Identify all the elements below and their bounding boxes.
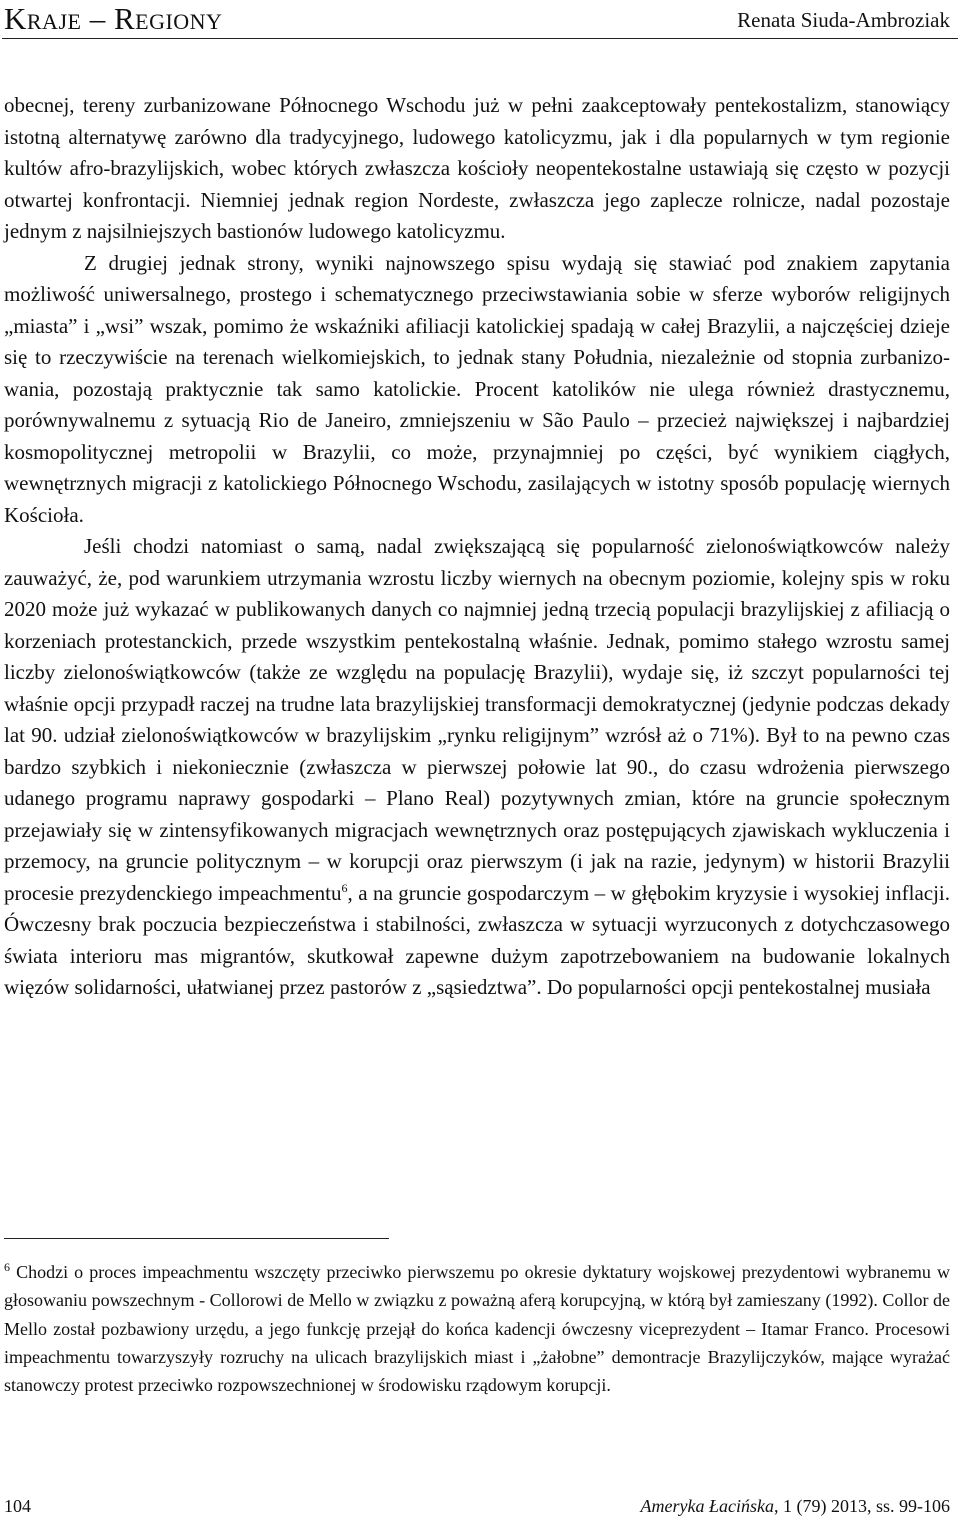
paragraph-1: obecnej, tereny zurbanizowane Północnego Wschodu już w pełni zaakceptowały pentekostalizm, stanowiący istotną alternatywę zarówno dla tradycyjnego, ludowego katolicyzmu, jak i dla popularnych w tym regionie kultów afro-brazylijskich, wobec których zwłaszcza kościoły neopentekostalne ustawiają się często w pozycji otwartej konfrontacji. Niemniej jednak region Nordeste, zwłaszcza jego zaplecze rolnicze, nadal pozostaje jednym z najsilniejszych bastionów ludowego katolicyzmu. <box>4 93 950 243</box>
footnote-number: 6 <box>4 1260 10 1274</box>
footnote-text: Chodzi o proces impeachmentu wszczęty przeciwko pierwszemu po okresie dyktatury wojskowej prezydentowi wybranemu w głosowaniu powszechnym - Collorowi de Mello w związku z poważną aferą korupcyjną, w którą był zamieszany (1992). Collor de Mello został pozbawiony urzędu, a jego funkcję przejął do końca kadencji ówczesny viceprezydent – Itamar Franco. Procesowi impeachmentu towarzyszyły rozruchy na ulicach brazylijskich miast i „żałobne” demontracje Brazylijczyków, mające wyrażać stanowczy protest przeciwko rozpowszechnionej w środowisku rządowym korupcji. <box>4 1262 950 1396</box>
main-text <box>4 90 950 1004</box>
paragraph-2: Z drugiej jednak strony, wyniki najnowszego spisu wydają się stawiać pod znakiem zapytania możliwość uniwersalnego, prostego i schematycznego przeciwstawiania sobie w sferze wyborów religijnych „miasta” i „wsi” wszak, pomimo że wskaźniki afiliacji katolickiej spadają w całej Brazylii, a najczęściej dzieje się to rzeczywiście na terenach wielkomiejskich, to jednak stany Południa, niezależnie od stopnia zurbanizowania, pozostają praktycznie tak samo katolickie. Procent katolików nie ulega również drastycznemu, porównywalnemu z sytuacją Rio de Janeiro, zmniejszeniu w São Paulo – przecież największej i najbardziej kosmopolitycznej metropolii w Brazylii, co może, przynajmniej po części, być wynikiem ciągłych, wewnętrznych migracji z katolickiego Północnego Wschodu, zasilających w istotny sposób populację wiernych Kościoła. <box>4 250 950 527</box>
journal-name: Ameryka Łacińska <box>640 1496 774 1516</box>
paragraph-3-text-b: , a na gruncie gospodarczym – w głębokim kryzysie i wysokiej inflacji. Ówczesny brak poczucia bezpieczeństwa i stabilności, zwłaszcza w sytuacji wyrzuconych z dotychczasowego świata interioru mas migrantów, skutkował zapewne dużym zapotrzebowaniem na budowanie lokalnych więzów solidarności, ułatwianej przez pastorów z „sąsiedztwa”. Do popularności opcji pentekostalnej musiała <box>4 880 951 999</box>
journal-issue: , 1 (79) 2013, ss. 99-106 <box>774 1496 950 1516</box>
footnote <box>4 1258 950 1399</box>
page-number: 104 <box>4 1496 31 1516</box>
journal-citation <box>641 1496 950 1516</box>
running-head-author: Renata Siuda-Ambroziak <box>737 8 950 32</box>
paragraph-3-text-a: Jeśli chodzi natomiast o samą, nadal zwiększającą się popularność zielonoświątkowców należy zauważyć, że, pod warunkiem utrzymania wzrostu liczby wiernych na obecnym poziomie, kolejny spis w roku 2020 może już wykazać w publikowanych danych co najmniej jedną trzecią populacji brazylijskiej z afiliacją o korzeniach protestanckich, przede wszystkim pentekostalną właśnie. Jednak, pomimo stałego wzrostu samej liczby zielonoświątkowców (także ze względu na populację Brazylii), wydaje się, iż szczyt popularności tej właśnie opcji przypadł raczej na trudne lata brazylijskiej transformacji demokratycznej (jedynie podczas dekady lat 90. udział zielonoświątkowców w brazylijskim „rynku religijnym” wzrósł aż o 71%). Był to na pewno czas bardzo szybkich i niekoniecznie (zwłaszcza w pierwszej połowie lat 90., do czasu wdrożenia pierwszego udanego programu naprawy gospodarki – Plano Real) pozytywnych zmian, które na gruncie społecznym przejawiały się w zintensyfikowanych migracjach wewnętrznych oraz postępujących zjawiskach wykluczenia i przemocy, na gruncie politycznym – w korupcji oraz pierwszym (i jak na razie, jedynym) w historii Brazylii procesie prezydenckiego impeachmentu <box>4 534 950 905</box>
paragraph-3 <box>4 531 950 1004</box>
footnote-reference[interactable]: 6 <box>341 880 348 895</box>
header-rule <box>2 38 958 39</box>
footnote-separator <box>4 1238 389 1239</box>
running-head-section-title: Kraje – Regiony <box>4 1 223 36</box>
